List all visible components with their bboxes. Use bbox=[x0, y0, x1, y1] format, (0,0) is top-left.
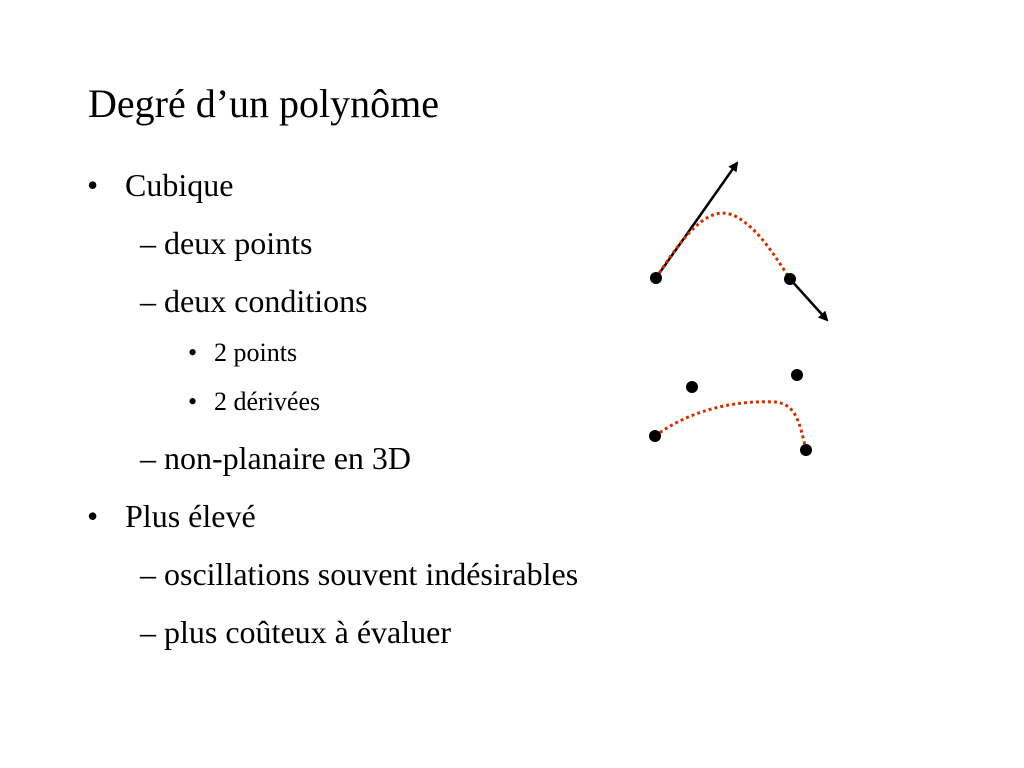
bullet-marker: • bbox=[87, 167, 99, 203]
bezier-curve-diagram bbox=[649, 369, 812, 456]
bullet-marker: – bbox=[140, 440, 156, 476]
control-point bbox=[650, 272, 662, 284]
bullet-text: non-planaire en 3D bbox=[164, 440, 412, 476]
bullet-marker: • bbox=[87, 498, 99, 534]
bullet-text: 2 points bbox=[214, 338, 298, 367]
bullet-text: oscillations souvent indésirables bbox=[164, 556, 579, 592]
bullet-text: deux points bbox=[164, 225, 313, 261]
control-point bbox=[800, 444, 812, 456]
bullet-marker: • bbox=[188, 387, 198, 416]
slide-title: Degré d’un polynôme bbox=[88, 81, 440, 126]
tangent-arrow-start bbox=[656, 163, 737, 278]
bullet-marker: – bbox=[140, 283, 156, 319]
control-point bbox=[784, 273, 796, 285]
bullet-text: Plus élevé bbox=[125, 498, 256, 534]
bullet-marker: – bbox=[140, 556, 156, 592]
control-point bbox=[791, 369, 803, 381]
bullet-text: Cubique bbox=[125, 167, 234, 203]
hermite-curve-diagram bbox=[650, 163, 827, 320]
control-point bbox=[686, 381, 698, 393]
cubic-curve-upper bbox=[656, 213, 790, 279]
bullet-marker: – bbox=[140, 225, 156, 261]
bullet-text: 2 dérivées bbox=[214, 387, 321, 416]
bullet-text: plus coûteux à évaluer bbox=[164, 614, 451, 650]
bullet-marker: • bbox=[188, 338, 198, 367]
tangent-arrow-end bbox=[790, 279, 827, 320]
control-point bbox=[649, 430, 661, 442]
cubic-curve-lower bbox=[655, 402, 806, 450]
bullet-text: deux conditions bbox=[164, 283, 368, 319]
bullet-marker: – bbox=[140, 614, 156, 650]
